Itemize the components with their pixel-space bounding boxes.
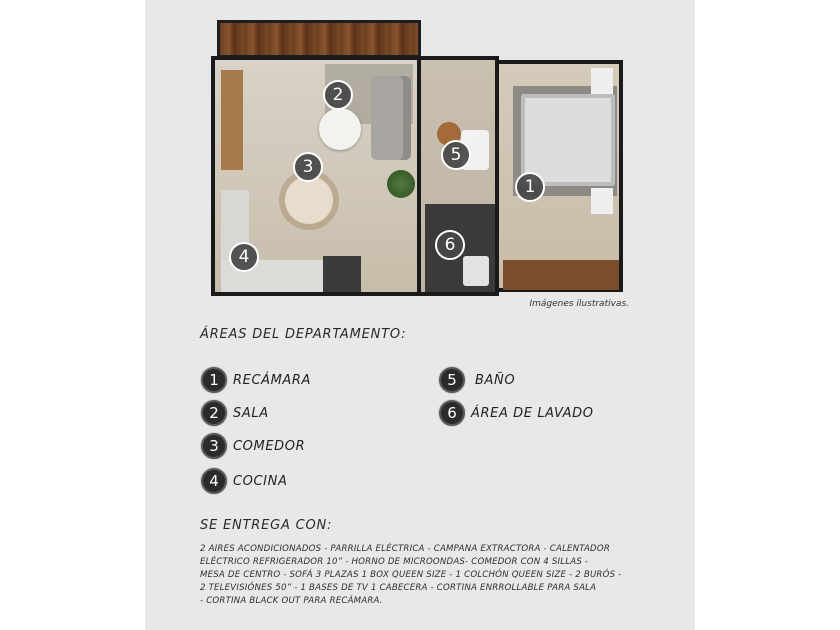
nightstand-top — [591, 68, 613, 94]
areas-heading: ÁREAS DEL DEPARTAMENTO: — [200, 327, 407, 342]
living-kitchen-area — [211, 56, 421, 296]
delivery-line: - CORTINA BLACK OUT PARA RECÁMARA. — [200, 596, 383, 606]
marker-1: 1 — [515, 172, 545, 202]
shelf — [221, 70, 243, 170]
refrigerator — [323, 256, 361, 292]
bath-laundry-area — [417, 56, 499, 296]
delivery-line: 2 TELEVISIÓNES 50” - 1 BASES DE TV 1 CABECERA - CORTINA ENRROLLABLE PARA SALA — [200, 583, 597, 593]
dining-table — [285, 176, 333, 224]
wood-deck — [217, 20, 421, 58]
plant — [387, 170, 415, 198]
marker-2: 2 — [323, 80, 353, 110]
sofa — [371, 76, 411, 160]
area-label: SALA — [233, 405, 269, 421]
delivery-heading: SE ENTREGA CON: — [200, 518, 333, 533]
delivery-list — [200, 543, 650, 608]
area-item-lavado — [439, 400, 594, 426]
area-number: 3 — [201, 433, 227, 459]
marker-6: 6 — [435, 230, 465, 260]
delivery-line: MESA DE CENTRO - SOFÁ 3 PLAZAS 1 BOX QUEEN SIZE - 1 COLCHÓN QUEEN SIZE - 2 BURÓS - — [200, 570, 622, 580]
area-number: 6 — [439, 400, 465, 426]
area-label: COMEDOR — [233, 438, 306, 454]
area-label: ÁREA DE LAVADO — [471, 405, 594, 421]
area-item-bano — [439, 367, 515, 393]
coffee-table — [319, 108, 361, 150]
nightstand-bottom — [591, 188, 613, 214]
area-number: 1 — [201, 367, 227, 393]
area-number: 4 — [201, 468, 227, 494]
marker-5: 5 — [441, 140, 471, 170]
area-label: RECÁMARA — [233, 372, 312, 388]
bedroom — [495, 60, 623, 292]
area-item-sala — [201, 400, 269, 426]
area-item-cocina — [201, 468, 287, 494]
washing-machine — [463, 256, 489, 286]
area-label: COCINA — [233, 473, 288, 489]
illustrative-note: Imágenes ilustrativas. — [529, 299, 629, 309]
area-number: 2 — [201, 400, 227, 426]
area-item-comedor — [201, 433, 305, 459]
floor-plan — [211, 20, 575, 296]
delivery-line: ELÉCTRICO REFRIGERADOR 10” - HORNO DE MICROONDAS- COMEDOR CON 4 SILLAS - — [200, 557, 589, 567]
brochure-sheet — [145, 0, 695, 630]
area-item-recamara — [201, 367, 311, 393]
delivery-line: 2 AIRES ACONDICIONADOS - PARRILLA ELÉCTRICA - CAMPANA EXTRACTORA - CALENTADOR — [200, 544, 611, 554]
marker-3: 3 — [293, 152, 323, 182]
marker-4: 4 — [229, 242, 259, 272]
area-label: BAÑO — [475, 372, 516, 388]
area-number: 5 — [439, 367, 465, 393]
apartment-walls — [211, 56, 629, 296]
tv-base — [503, 260, 619, 290]
